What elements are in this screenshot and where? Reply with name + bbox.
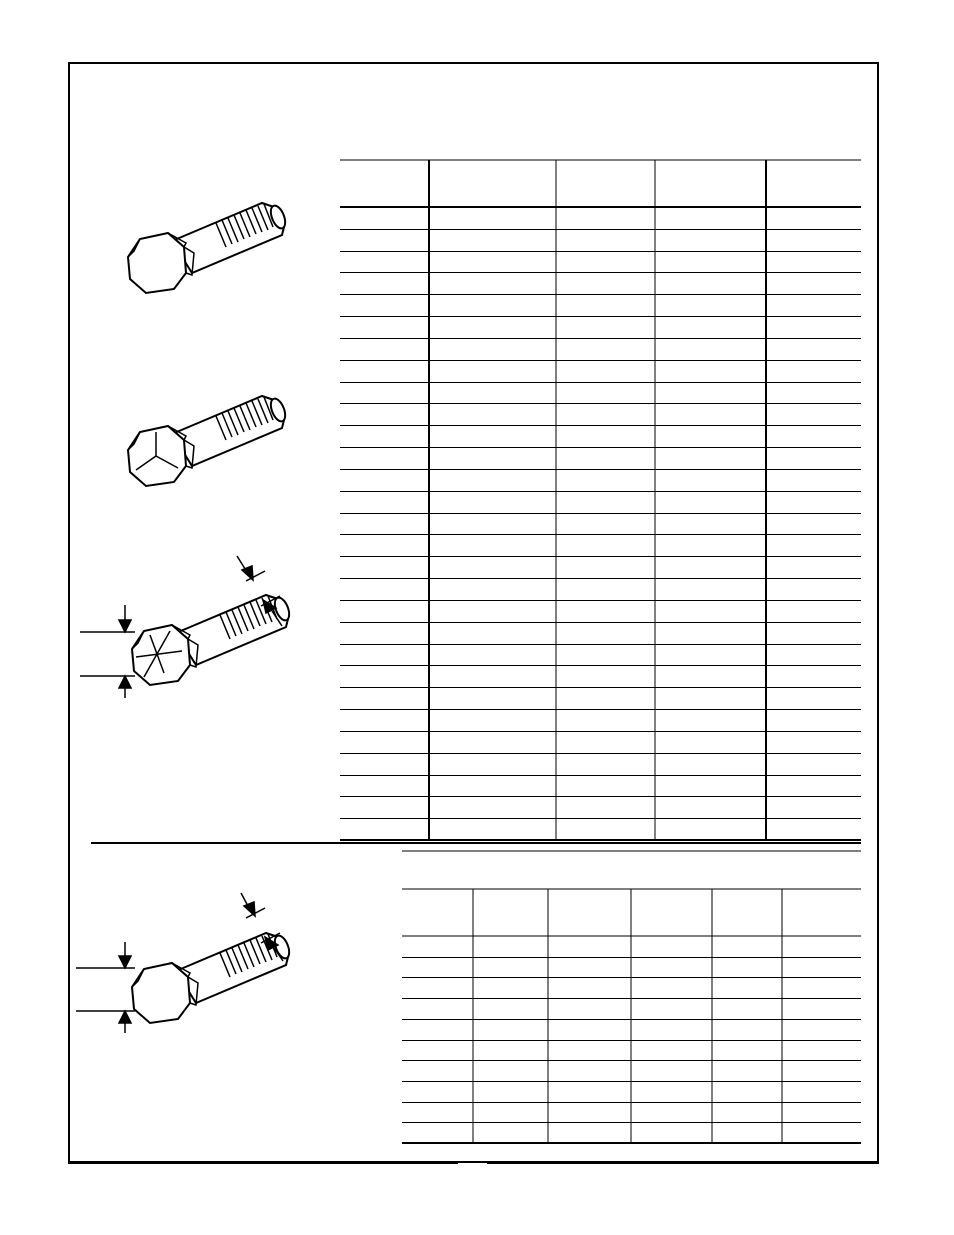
metric-head-dimension-icon <box>76 942 135 1033</box>
hex-bolt-grade-5-icon <box>128 396 288 486</box>
head-size-dimension-icon <box>80 605 135 698</box>
torque-table-grid <box>340 160 861 840</box>
hex-bolt-grade-2-icon <box>128 203 288 293</box>
metric-table-grid <box>402 889 861 1143</box>
